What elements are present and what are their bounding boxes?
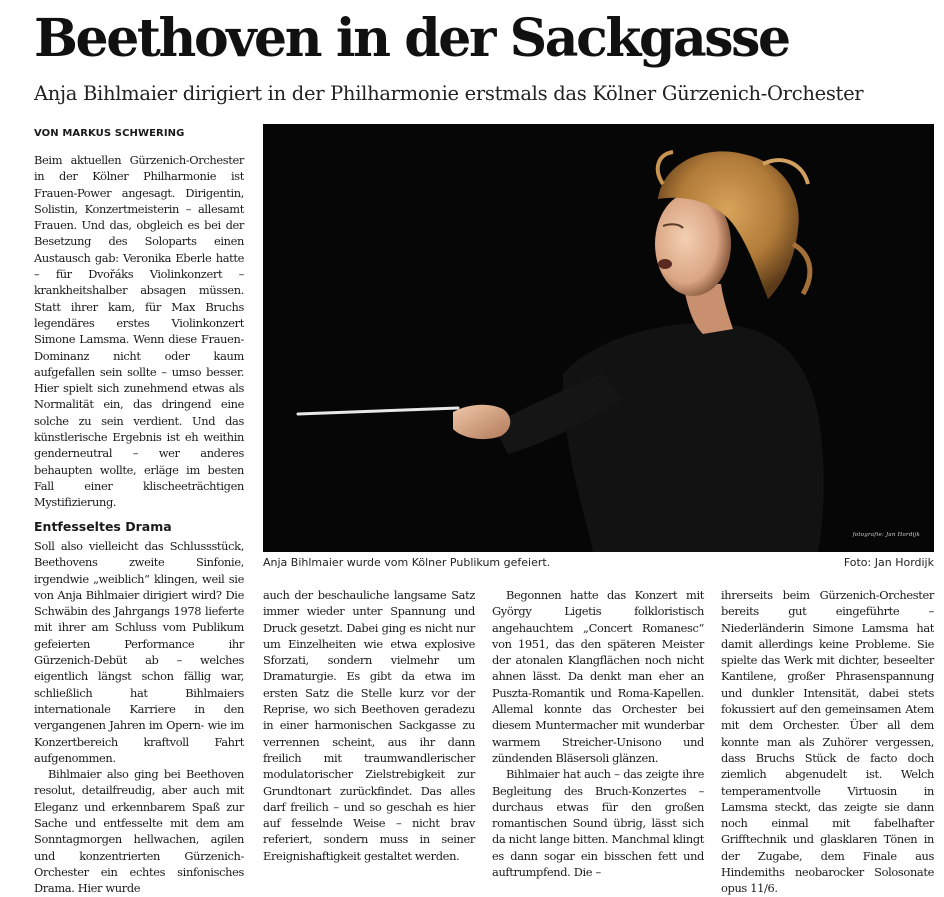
conductor-illustration (263, 124, 934, 552)
paragraph: Bihlmaier also ging bei Beethoven resolut, detailfreudig, aber auch mit Eleganz und erkennbarem Spaß zur Sache und entfesselte mit dem am Sonntagmorgen hellwachen, agilen und konzentrierten Gürzenich-Orchester ein echtes sinfonisches Drama. Hier wurde (34, 767, 244, 896)
text-column-1 (34, 152, 244, 511)
conductor-photo (263, 124, 934, 552)
text-column-1-continued (34, 538, 244, 897)
text-column-3 (492, 587, 704, 880)
paragraph: Soll also vielleicht das Schlussstück, Beethovens zweite Sinfonie, irgendwie „weiblich“ klingen, weil sie von Anja Bihlmaier dirigiert wird? Die Schwäbin des Jahrgangs 1978 lieferte mit ihrer am Schluss vom Publikum gefeierten Performance ihr Gürzenich-Debüt ab – welches eigentlich längst schon fällig war, schließlich hat Bihlmaiers internationale Karriere in den vergangenen Jahren im Opern- wie im Konzertbereich kraftvoll Fahrt aufgenommen. (34, 539, 244, 765)
section-subheading: Entfesseltes Drama (34, 519, 172, 534)
paragraph: ihrerseits beim Gürzenich-Orchester bereits gut eingeführte – Niederländerin Simone Lamsma hat damit allerdings keine Probleme. Sie spielte das Werk mit dichter, beseelter Kantilene, großer Phrasenspannung und dunkler Intensität, dabei stets fokussiert auf den gemeinsamen Atem mit dem Orchester. Über all dem konnte man als Zuhörer vergessen, dass Bruchs Stück de facto doch ziemlich abgenudelt ist. Welch temperamentvolle Virtuosin in Lamsma steckt, das zeigte sie dann noch einmal mit fabelhafter Grifftechnik und glasklaren Tönen in der Zugabe, dem Finale aus Hindemiths neobarocker Solosonate opus 11/6. (721, 588, 934, 896)
text-column-2 (263, 587, 475, 864)
paragraph: Beim aktuellen Gürzenich-Orchester in der Kölner Philharmonie ist Frauen-Power angesagt. Dirigentin, Solistin, Konzertmeisterin – allesamt Frauen. Und das, obgleich es bei der Besetzung des Soloparts einen Austausch gab: Veronika Eberle hatte – für Dvořáks Violinkonzert – krankheitshalber absagen müssen. Statt ihrer kam, für Max Bruchs legendäres erstes Violinkonzert Simone Lamsma. Wenn diese Frauen-Dominanz nicht oder kaum aufgefallen sein sollte – umso besser. Hier spielt sich zunehmend etwas als Normalität ein, das dringend eine solche zu sein verdient. Und das künstlerische Ergebnis ist eh weithin genderneutral – wer anderes behaupten wollte, erläge im besten Fall einer klischeeträchtigen Mystifizierung. (34, 153, 244, 510)
paragraph: Bihlmaier hat auch – das zeigte ihre Begleitung des Bruch-Konzertes – durchaus etwas für den großen romantischen Sound übrig, lässt sich da nicht lange bitten. Manchmal klingt es dann sogar ein bisschen fett und auftrumpfend. Die – (492, 767, 704, 880)
article-subhead: Anja Bihlmaier dirigiert in der Philharmonie erstmals das Kölner Gürzenich-Orchester (34, 82, 864, 105)
article-headline: Beethoven in der Sackgasse (34, 8, 789, 69)
photo-watermark: fotografie: Jan Hordijk (852, 532, 920, 538)
photo-caption-bar (263, 556, 934, 574)
text-column-4 (721, 587, 934, 897)
article-byline: VON MARKUS SCHWERING (34, 128, 185, 139)
paragraph: Begonnen hatte das Konzert mit György Ligetis folkloristisch angehauchtem „Concert Romanesc“ von 1951, das den späteren Meister der atonalen Klangflächen noch nicht ahnen lässt. Da denkt man eher an Puszta-Romantik und Roma-Kapellen. Allemal konnte das Orchester bei diesem Muntermacher mit wunderbar warmem Streicher-Unisono und zündenden Bläsersoli glänzen. (492, 588, 704, 765)
paragraph: auch der beschauliche langsame Satz immer wieder unter Spannung und Druck gesetzt. Dabei ging es nicht nur um Einzelheiten wie etwa explosive Sforzati, sondern vielmehr um Dramaturgie. Es gibt da etwa im ersten Satz die Stelle kurz vor der Reprise, wo sich Beethoven geradezu in einer harmonischen Sackgasse zu verrennen scheint, aus ihr dann freilich mit traumwandlerischer modulatorischer Zielstrebigkeit zur Grundtonart zurückfindet. Das alles darf freilich – und so geschah es hier auf fesselnde Weise – nicht brav referiert, sondern muss in seiner Ereignishaftigkeit gestaltet werden. (263, 588, 475, 863)
photo-credit: Foto: Jan Hordijk (843, 556, 934, 569)
photo-caption: Anja Bihlmaier wurde vom Kölner Publikum gefeiert. (263, 556, 551, 569)
